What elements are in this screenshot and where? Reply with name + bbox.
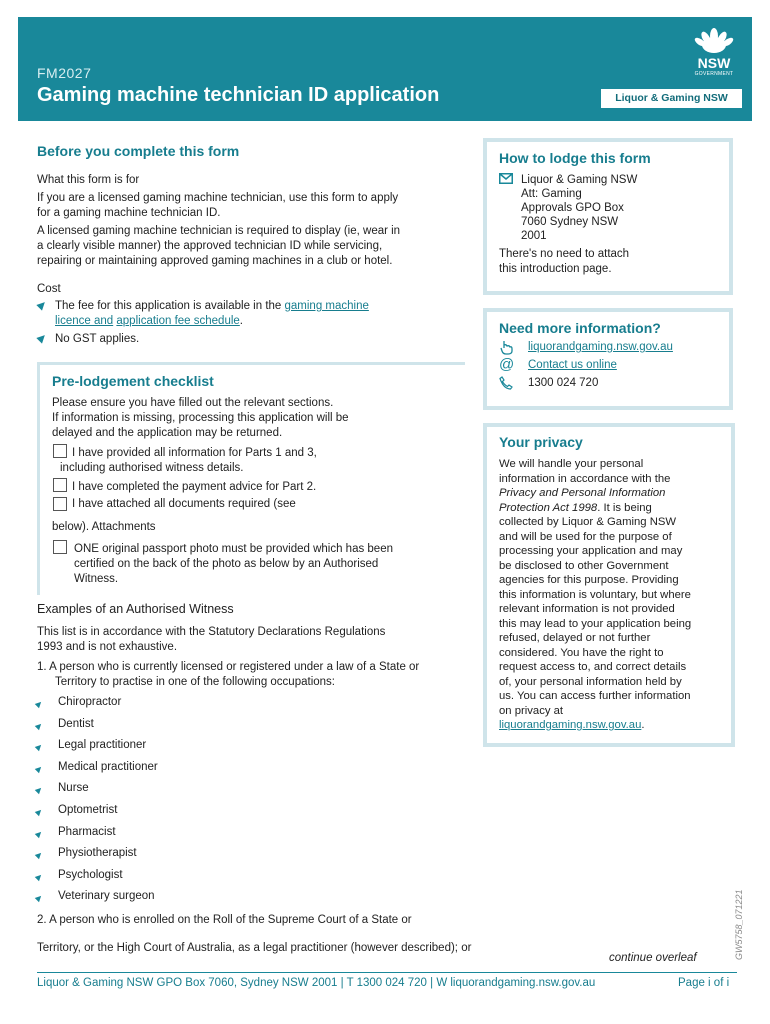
header-banner [18,17,752,121]
mail-icon [499,173,513,187]
what-label: What this form is for [37,174,140,186]
logo-text: NSW [697,55,731,71]
lodge-heading: How to lodge this form [499,150,651,166]
privacy-website-link[interactable]: liquorandgaming.nsw.gov.au [499,719,642,731]
pointer-click-icon [499,340,513,354]
occupation-item: Veterinary surgeon [58,890,155,902]
cost-item-gst: No GST applies. [55,333,140,345]
intro-paragraph-1 [37,191,398,221]
text-line: refused, delayed or not further [499,632,651,644]
occupation-item: Pharmacist [58,826,116,838]
privacy-heading: Your privacy [499,434,583,450]
brand-label: Liquor & Gaming NSW [601,89,742,108]
text-line: Liquor & Gaming NSW [521,174,638,186]
contact-online-link[interactable]: Contact us online [528,359,617,371]
phone-icon [499,376,513,390]
text-line: repairing or maintaining approved gaming machines in a club or hotel. [37,255,393,267]
nsw-government-logo [686,25,742,79]
bullet-icon [35,830,43,838]
info-heading: Need more information? [499,320,661,336]
text-line: Please ensure you have filled out the relevant sections. [52,397,334,409]
cost-fee-text: The fee for this application is available in the [55,300,285,312]
text-line: be disclosed to other Government [499,559,669,572]
text-line: information in accordance with the [499,472,671,485]
occupation-item: Medical practitioner [58,761,158,773]
bullet-icon [35,786,43,794]
occupation-item: Dentist [58,718,94,730]
bullet-icon [36,299,47,310]
text-line: this information is voluntary, but where [499,588,691,601]
at-sign-icon: @ [499,356,515,373]
text-line: A licensed gaming machine technician is required to display (ie, wear in [37,225,401,237]
text-line: of, your personal information held by [499,675,682,688]
bullet-icon [35,851,43,859]
text-line: 2001 [521,230,547,242]
text-line: There's no need to attach [499,248,630,260]
witness-intro [37,625,385,655]
text-line: This list is in accordance with the Statutory Declarations Regulations [37,626,386,638]
text-line: Witness. [74,573,119,585]
fee-schedule-link[interactable]: gaming machine [284,300,369,312]
occupation-item: Physiotherapist [58,847,137,859]
text-line: 1993 and is not exhaustive. [37,641,178,653]
text-line: a clearly visible manner) the approved technician ID while servicing, [37,240,383,252]
checkbox-payment[interactable] [53,478,67,492]
witness-point-1-cont: Territory to practise in one of the following occupations: [55,676,335,688]
text-line: for a gaming machine technician ID. [37,207,221,219]
witness-point-1: 1. A person who is currently licensed or registered under a law of a State or [37,661,420,673]
cost-label: Cost [37,283,61,295]
lodge-note [499,247,629,277]
occupation-item: Psychologist [58,869,123,881]
bullet-icon [35,700,43,708]
text-line: If information is missing, processing this application will be [52,412,349,424]
continue-overleaf: continue overleaf [609,952,697,964]
checklist-item-documents-cont: below). Attachments [52,521,156,533]
text-line: Att: Gaming [521,188,582,200]
fee-schedule-link-cont[interactable]: licence and [55,315,114,327]
text-line: If you are a licensed gaming machine technician, use this form to apply [37,192,399,204]
phone-number: 1300 024 720 [528,377,599,389]
text-line: processing your application and may [499,545,683,557]
lodge-address [521,173,637,243]
text-line: agencies for this purpose. Providing [499,574,679,586]
page-title: Gaming machine technician ID application [37,84,440,106]
text-line: on privacy at [499,704,564,717]
text-line: collected by Liquor & Gaming NSW [499,516,677,528]
text-line: Approvals GPO Box [521,202,624,214]
before-heading: Before you complete this form [37,143,240,159]
form-code: FM2027 [37,65,92,81]
checklist-item-payment: I have completed the payment advice for Part 2. [72,481,317,493]
bullet-icon [35,873,43,881]
checkbox-documents[interactable] [53,497,67,511]
document-code: GW5758_071221 [734,889,744,960]
text-line: I have provided all information for Parts 1 and 3, [72,447,317,459]
witness-point-2: 2. A person who is enrolled on the Roll of the Supreme Court of a State or [37,914,412,926]
text-line: us. You can access further information [499,690,691,702]
checklist-item-photo [74,542,393,587]
application-fee-link[interactable]: application fee schedule [116,315,240,327]
page-number: Page i of i [678,977,730,989]
bullet-icon [35,722,43,730]
checklist-heading: Pre-lodgement checklist [52,373,214,389]
text-line: this introduction page. [499,263,612,275]
occupation-item: Optometrist [58,804,118,816]
cost-item-fee [55,299,369,329]
text-line: considered. You have the right to [499,646,664,659]
bullet-icon [35,765,43,773]
text-fragment: . It is being [597,501,652,514]
witness-heading: Examples of an Authorised Witness [37,602,234,616]
text-line: this may lead to your application being [499,617,692,630]
text-line: certified on the back of the photo as below by an Authorised [74,558,379,570]
bullet-icon [35,743,43,751]
act-name: Protection Act 1998 [499,501,598,514]
bullet-icon [35,808,43,816]
punctuation: . [641,719,645,731]
witness-point-2-cont: Territory, or the High Court of Australia, as a legal practitioner (however described); or [37,942,472,954]
text-line: ONE original passport photo must be provided which has been [74,543,393,555]
waratah-icon [686,25,742,55]
occupation-item: Legal practitioner [58,739,147,751]
website-link[interactable]: liquorandgaming.nsw.gov.au [528,341,673,353]
intro-paragraph-2 [37,224,400,269]
text-line: relevant information is not provided [499,603,675,615]
checklist-item-parts [60,446,317,476]
logo-subtext: GOVERNMENT [694,71,734,77]
checklist-item-documents: I have attached all documents required (see [72,498,296,510]
text-line: including authorised witness details. [60,462,244,474]
text-line: and will be used for the purpose of [499,530,672,543]
text-line: Privacy and Personal Information [499,487,666,499]
bullet-icon [35,894,43,902]
text-line: delayed and the application may be returned. [52,427,283,439]
bullet-icon [36,332,47,343]
checklist-intro [52,396,349,441]
punctuation: . [239,315,243,327]
text-line: We will handle your personal [499,458,644,470]
footer-contact: Liquor & Gaming NSW GPO Box 7060, Sydney NSW 2001 | T 1300 024 720 | W liquorandgaming.nsw.gov.au [37,977,596,989]
occupation-item: Nurse [58,782,89,794]
occupation-item: Chiropractor [58,696,122,708]
text-line: request access to, and correct details [499,661,687,673]
checkbox-passport-photo[interactable] [53,540,67,554]
privacy-text [499,457,691,733]
footer-divider [37,972,737,973]
text-line: 7060 Sydney NSW [521,216,619,228]
